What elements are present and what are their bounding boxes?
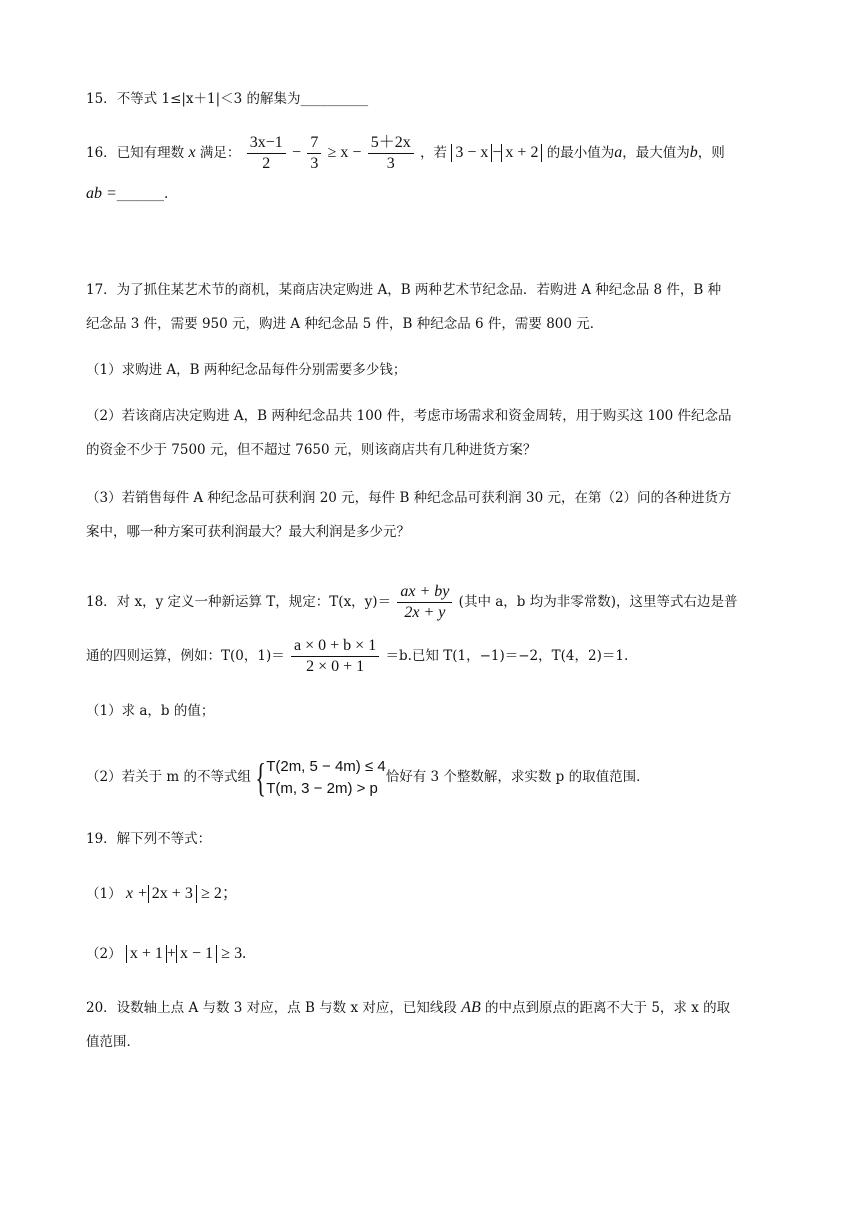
q18-line2-pre: 通的四则运算，例如：T(0，1)＝ xyxy=(86,648,285,664)
q19-part-1 xyxy=(86,884,238,904)
q19-p2-abs-1: x + 1 xyxy=(126,945,167,963)
q18-p2-pre: （2）若关于 m 的不等式组 xyxy=(86,769,251,785)
q18-inequality-system xyxy=(251,754,386,802)
q16-fraction-3: $\frac{5+2x}{3}$ xyxy=(368,133,414,174)
q18-system-row-2: T(m, 3 − 2m) > p xyxy=(266,780,378,797)
q16-number: 16． xyxy=(86,145,117,161)
q17-line-1: 17．为了抓住某艺术节的商机，某商店决定购进 A，B 两种艺术节纪念品．若购进 A 种纪念品 8 件，B 种 xyxy=(86,282,722,298)
q19-p1-x: x + xyxy=(125,885,148,902)
q18-line2-post: ＝b.已知 T(1，−1)＝−2，T(4，2)＝1. xyxy=(385,648,629,664)
q16-blank: _______. xyxy=(116,186,169,202)
q17-part-2-line-2: 的资金不少于 7500 元，但不超过 7650 元，则该商店共有几种进货方案？ xyxy=(86,442,537,458)
q19-p1-abs: 2x + 3 xyxy=(148,885,197,903)
q16-var-a: a xyxy=(614,144,623,161)
question-16 xyxy=(86,131,725,175)
q16-minus: − xyxy=(292,144,302,161)
q19-p2-plus: + xyxy=(166,945,176,962)
q18-example-fraction: $\frac{a \times 0 + b \times 1}{2 \times 0 + 1}$ xyxy=(291,636,379,677)
q16-max-text: ，最大值为 xyxy=(622,145,690,161)
q16-var-b: b xyxy=(689,144,698,161)
q17-part-3-line-1: （3）若销售每件 A 种纪念品可获利润 20 元，每件 B 种纪念品可获利润 30 元，在第（2）问的各种进货方 xyxy=(86,490,732,506)
q16-abs-2: x + 2 xyxy=(501,144,542,162)
q16-lead: 已知有理数 xyxy=(116,145,185,161)
left-brace-icon: { xyxy=(255,755,266,800)
q20-line1-pre: 20．设数轴上点 A 与数 3 对应，点 B 与数 x 对应，已知线段 xyxy=(86,1000,457,1016)
q16-then: ，则 xyxy=(697,145,725,161)
q18-after-def: (其中 a，b 均为非零常数)，这里等式右边是普 xyxy=(458,594,738,610)
q16-fraction-1: $\frac{3x-1}{2}$ xyxy=(247,133,286,174)
q16-var-x: x xyxy=(188,144,196,161)
q20-line-1 xyxy=(86,998,730,1018)
q18-part-1: （1）求 a，b 的值； xyxy=(86,703,215,719)
q16-geq: ≥ x − xyxy=(327,144,362,161)
q17-part-3-line-2: 案中，哪一种方案可获利润最大？最大利润是多少元？ xyxy=(86,524,410,540)
q18-system-row-1: T(2m, 5 − 4m) ≤ 4 xyxy=(266,758,386,775)
q16-ab-eq: ab = xyxy=(86,185,117,202)
q19-p1-rhs: ≥ 2； xyxy=(201,885,238,902)
q18-part-2 xyxy=(86,753,650,802)
q17-part-1: （1）求购进 A，B 两种纪念品每件分别需要多少钱； xyxy=(86,362,407,378)
q16-fraction-2: $\frac{7}{3}$ xyxy=(307,133,321,174)
q18-definition-fraction: $\frac{ax + by}{2x + y}$ xyxy=(397,582,452,623)
q15-blank: __________ xyxy=(300,91,369,107)
q16-if: ，若 xyxy=(420,145,448,161)
q19-lead: 19．解下列不等式： xyxy=(86,831,212,847)
q19-p2-label: （2） xyxy=(86,946,122,962)
q18-lead: 18．对 x，y 定义一种新运算 T，规定：T(x，y)＝ xyxy=(86,594,392,610)
q16-minus-2: − xyxy=(492,144,502,161)
q18-line-2 xyxy=(86,634,628,678)
q16-min-text: 的最小值为 xyxy=(546,145,615,161)
q15-number: 15． xyxy=(86,91,117,107)
question-15 xyxy=(86,89,368,109)
q20-line-2: 值范围． xyxy=(86,1034,140,1050)
q19-part-2 xyxy=(86,944,246,964)
q19-p1-label: （1） xyxy=(86,886,122,902)
q19-p2-rhs: ≥ 3. xyxy=(221,945,247,962)
q17-part-2-line-1: （2）若该商店决定购进 A，B 两种纪念品共 100 件，考虑市场需求和资金周转，用于购买这 100 件纪念品 xyxy=(86,408,732,424)
q20-line1-post: 的中点到原点的距离不大于 5，求 x 的取 xyxy=(485,1000,731,1016)
q17-line-2: 纪念品 3 件，需要 950 元，购进 A 种纪念品 5 件，B 种纪念品 6 件，需要 800 元． xyxy=(86,316,604,332)
q18-line-1 xyxy=(86,580,737,624)
q16-abs-1: 3 − x xyxy=(451,144,492,162)
q20-segment-ab: AB xyxy=(461,999,481,1016)
q15-text: 不等式 1≤|x＋1|＜3 的解集为 xyxy=(116,91,301,107)
question-16-answer-line xyxy=(86,184,168,204)
q16-satisfy: 满足： xyxy=(199,145,241,161)
q18-p2-post: 恰好有 3 个整数解，求实数 p 的取值范围． xyxy=(385,769,650,785)
q19-p2-abs-2: x − 1 xyxy=(176,945,217,963)
